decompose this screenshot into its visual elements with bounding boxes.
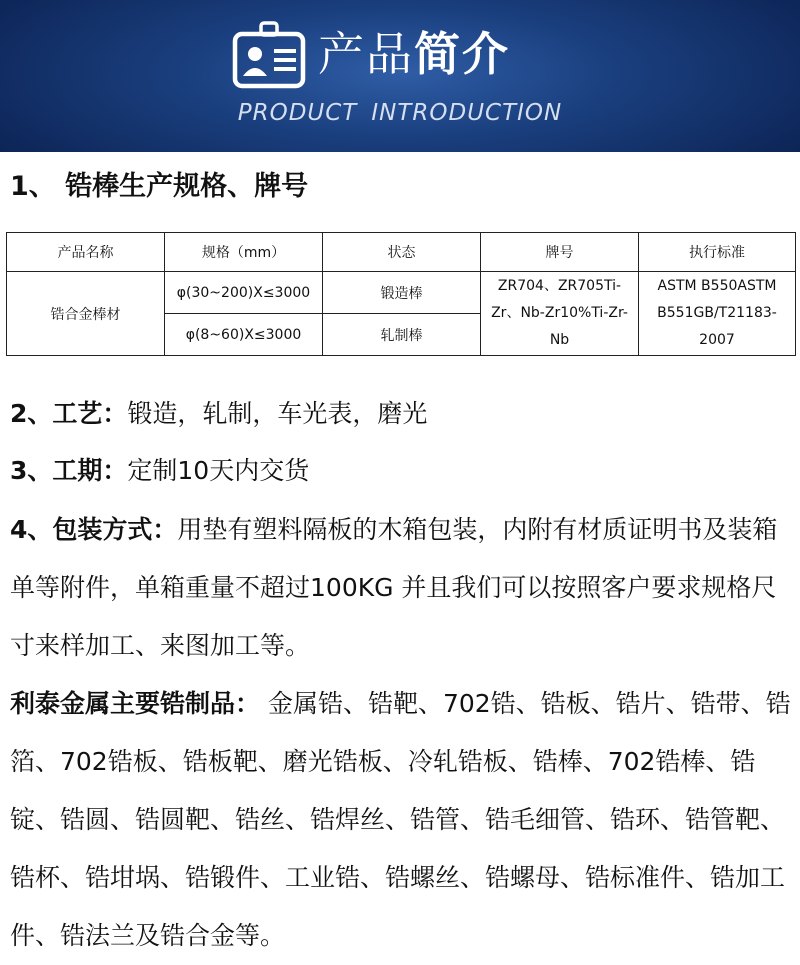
packing-label: 4、包装方式： bbox=[10, 515, 178, 544]
lead-time-label: 3、工期： bbox=[10, 456, 128, 485]
table-header: 执行标准 bbox=[639, 233, 796, 272]
process-text: 锻造，轧制，车光表，磨光 bbox=[127, 399, 428, 428]
state-cell: 锻造棒 bbox=[323, 272, 481, 314]
table-row bbox=[7, 272, 796, 314]
spec-cell: φ(30~200)X≤3000 bbox=[165, 272, 323, 314]
banner-subtitle bbox=[0, 100, 800, 126]
spec-table bbox=[6, 232, 796, 356]
table-header: 规格（mm） bbox=[165, 233, 323, 272]
banner-title-thin: 产品 bbox=[318, 27, 414, 81]
packing-text: 用垫有塑料隔板的木箱包装，内附有材质证明书及装箱单等附件，单箱重量不超过100KG 并且我们可以按照客户要求规格尺寸来样加工、来图加工等。 bbox=[10, 515, 778, 660]
lead-time-line bbox=[10, 442, 795, 500]
header-banner bbox=[0, 0, 800, 152]
standard-cell: ASTM B550ASTM B551GB/T21183-2007 bbox=[639, 272, 796, 356]
products-text: 金属锆、锆靶、702锆、锆板、锆片、锆带、锆箔、702锆板、锆板靶、磨光锆板、冷轧锆板、锆棒、702锆棒、锆锭、锆圆、锆圆靶、锆丝、锆焊丝、锆管、锆毛细管、锆环、锆管靶、锆杯、锆坩埚、锆锻件、工业锆、锆螺丝、锆螺母、锆标准件、锆加工件、锆法兰及锆合金等。 bbox=[10, 689, 791, 950]
table-header: 牌号 bbox=[481, 233, 639, 272]
process-label: 2、工艺： bbox=[10, 399, 128, 428]
packing-paragraph bbox=[10, 501, 795, 675]
id-badge-icon bbox=[232, 20, 306, 90]
banner-title bbox=[318, 24, 510, 84]
grade-cell: ZR704、ZR705Ti-Zr、Nb-Zr10%Ti-Zr-Nb bbox=[481, 272, 639, 356]
banner-subtitle-word2: INTRODUCTION bbox=[371, 100, 563, 126]
lead-time-text: 定制10天内交货 bbox=[127, 456, 310, 485]
products-label: 利泰金属主要锆制品： bbox=[10, 689, 261, 718]
banner-subtitle-word1: PRODUCT bbox=[237, 100, 358, 126]
spec-cell: φ(8~60)X≤3000 bbox=[165, 314, 323, 356]
product-name-cell: 锆合金棒材 bbox=[7, 272, 165, 356]
products-paragraph bbox=[10, 675, 795, 965]
table-header-row bbox=[7, 233, 796, 272]
banner-title-bold: 简介 bbox=[414, 27, 510, 81]
section-1-heading: 1、 锆棒生产规格、牌号 bbox=[10, 171, 309, 202]
table-header: 产品名称 bbox=[7, 233, 165, 272]
table-header: 状态 bbox=[323, 233, 481, 272]
state-cell: 轧制棒 bbox=[323, 314, 481, 356]
process-line bbox=[10, 385, 795, 443]
